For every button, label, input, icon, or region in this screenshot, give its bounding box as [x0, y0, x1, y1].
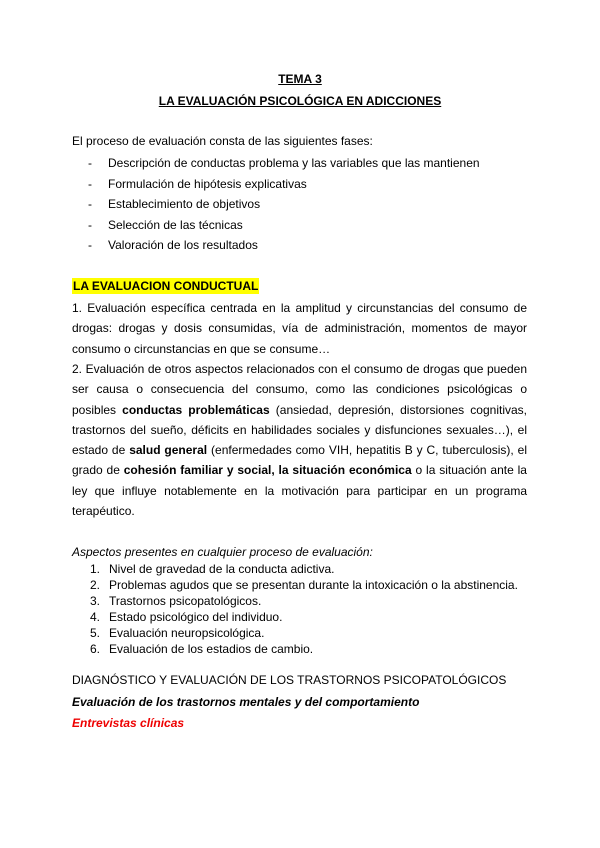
- paragraph-2-text: (ansiedad, depresión, distorsiones cognitivas, trastornos del sueño, déficits en habilidades sociales y disfunciones sexuales…), el estado de: [72, 402, 527, 458]
- section-heading: LA EVALUACION CONDUCTUAL: [73, 279, 259, 293]
- bullet-dash: -: [88, 176, 92, 191]
- list-number: 4.: [90, 610, 101, 624]
- entrevistas-heading: Entrevistas clínicas: [72, 716, 185, 730]
- page-title: LA EVALUACIÓN PSICOLÓGICA EN ADICCIONES: [158, 94, 442, 108]
- list-item: [90, 625, 518, 641]
- list-number: 1.: [90, 562, 101, 576]
- list-item-text: Descripción de conductas problema y las variables que las mantienen: [108, 156, 480, 170]
- list-item-text: Problemas agudos que se presentan durante la intoxicación o la abstinencia.: [109, 578, 518, 592]
- list-item-text: Evaluación neuropsicológica.: [109, 626, 265, 640]
- list-item-text: Establecimiento de objetivos: [108, 197, 261, 211]
- list-item: [90, 561, 518, 577]
- paragraph-2-text: o la situación ante la ley que influye notablemente en la motivación para participar en un programa terapéutico.: [72, 463, 527, 519]
- list-item: [88, 194, 480, 215]
- intro-text: El proceso de evaluación consta de las siguientes fases:: [72, 134, 373, 148]
- list-item: [88, 174, 480, 195]
- list-item: [90, 609, 518, 625]
- list-item-text: Selección de las técnicas: [108, 217, 243, 232]
- bullet-dash: -: [88, 238, 92, 252]
- aspects-heading: Aspectos presentes en cualquier proceso de evaluación:: [72, 545, 373, 559]
- bullet-dash: -: [88, 156, 92, 170]
- list-item-text: Nivel de gravedad de la conducta adictiva.: [109, 562, 335, 576]
- bold-term: conductas problemáticas: [122, 402, 270, 417]
- phases-list: [88, 153, 480, 256]
- bold-term: salud general: [129, 443, 208, 458]
- list-number: 5.: [90, 626, 101, 640]
- evaluation-subheading: Evaluación de los trastornos mentales y del comportamiento: [72, 695, 420, 709]
- bullet-dash: -: [88, 197, 92, 211]
- bold-term: cohesión familiar y social, la situación económica: [123, 463, 412, 478]
- list-item-text: Formulación de hipótesis explicativas: [108, 176, 307, 191]
- list-number: 6.: [90, 642, 101, 656]
- list-item-text: Valoración de los resultados: [108, 238, 258, 252]
- list-item: [90, 641, 518, 657]
- list-item: [88, 153, 480, 174]
- list-item: [90, 577, 518, 593]
- list-item: [90, 593, 518, 609]
- paragraph-2: [72, 359, 527, 521]
- bullet-dash: -: [88, 217, 92, 232]
- list-number: 2.: [90, 578, 101, 592]
- list-item: [88, 215, 480, 236]
- list-item-text: Evaluación de los estadios de cambio.: [109, 642, 314, 656]
- list-item: [88, 235, 480, 256]
- diagnostic-heading: DIAGNÓSTICO Y EVALUACIÓN DE LOS TRASTORNOS PSICOPATOLÓGICOS: [72, 673, 507, 687]
- list-item-text: Trastornos psicopatológicos.: [109, 594, 262, 608]
- paragraph-2-text: 2. Evaluación de otros aspectos relacionados con el consumo de drogas que pueden ser causa o consecuencia del consumo, como las condiciones psicológicas o posibles: [72, 362, 527, 417]
- paragraph-1: 1. Evaluación específica centrada en la amplitud y circunstancias del consumo de drogas: drogas y dosis consumidas, vía de administración, momentos de mayor consumo o circunstancias en que se consume…: [72, 301, 527, 356]
- tema-heading: TEMA 3: [278, 72, 322, 86]
- list-item-text: Estado psicológico del individuo.: [109, 610, 283, 624]
- paragraph-2-text: (enfermedades como VIH, hepatitis B y C, tuberculosis), el grado de: [72, 443, 527, 478]
- aspects-list: [90, 561, 518, 657]
- list-number: 3.: [90, 594, 101, 608]
